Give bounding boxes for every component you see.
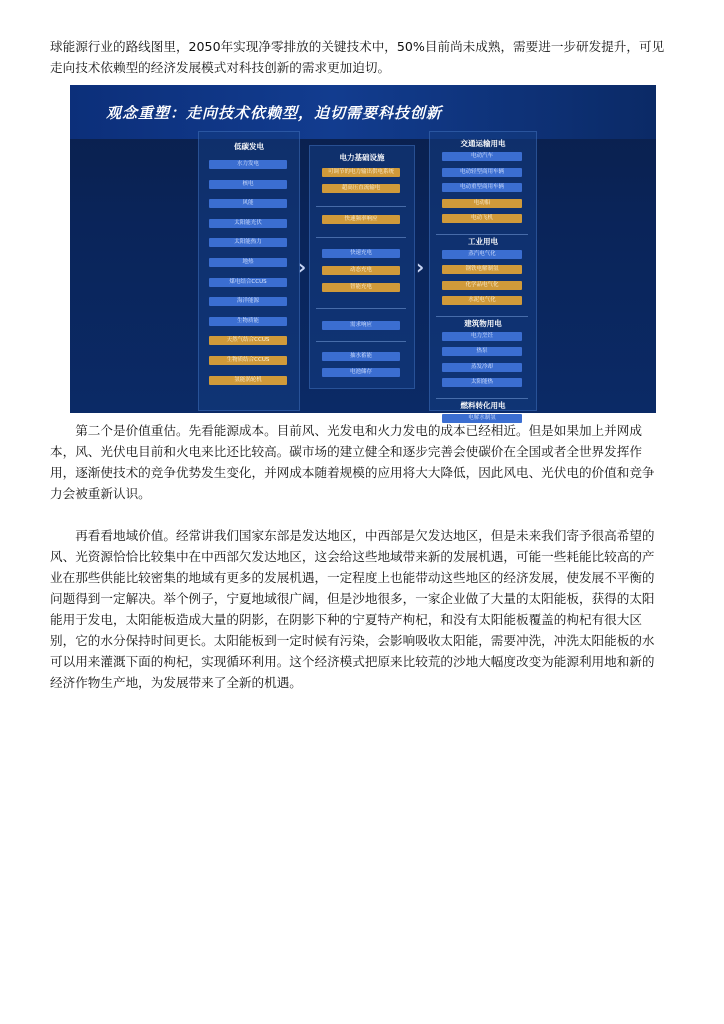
paragraph-intro bbox=[50, 36, 672, 78]
column-heading-low-carbon: 低碳发电 bbox=[234, 142, 264, 151]
infographic-item: 智能充电 bbox=[322, 283, 400, 292]
infographic-item: 抽水蓄能 bbox=[322, 352, 400, 361]
infographic-item: 电动重型商用车辆 bbox=[442, 183, 522, 192]
infographic-item: 风能 bbox=[209, 199, 287, 208]
chevron-right-icon: › bbox=[298, 255, 307, 279]
infographic-item: 可调节的电力输出供电系统 bbox=[322, 168, 400, 177]
infographic-item: 需求响应 bbox=[322, 321, 400, 330]
infographic-item: 热泵 bbox=[442, 347, 522, 356]
infographic-item: 电解水制氢 bbox=[442, 414, 522, 423]
infographic-item: 蒸汽电气化 bbox=[442, 250, 522, 259]
text-line: 可以用来灌溉下面的枸杞，实现循环利用。这个经济模式把原来比较荒的沙地大幅度改变为能源利用地和新的 bbox=[50, 654, 655, 669]
text-line: 问题得到一定解决。举个例子，宁夏地域很广阔，但是沙地很多，一家企业做了大量的太阳能板，获得的太阳 bbox=[50, 591, 655, 606]
infographic-item: 太阳能热力 bbox=[209, 238, 287, 247]
text-line: 能用于发电，太阳能板造成大量的阴影，在阴影下种的宁夏特产枸杞，和没有太阳能板覆盖的枸杞有很大区 bbox=[50, 612, 642, 627]
infographic-item: 太阳能光伏 bbox=[209, 219, 287, 228]
section-divider bbox=[436, 316, 528, 317]
column-heading-infrastructure: 电力基础设施 bbox=[339, 153, 385, 162]
section-divider bbox=[436, 398, 528, 399]
section-heading: 交通运输用电 bbox=[460, 139, 506, 148]
text-line: 经济作物生产地，为发展带来了全新的机遇。 bbox=[50, 675, 302, 690]
column-low-carbon-generation bbox=[198, 131, 300, 411]
text-line: 用，逐渐使技术的竞争优势发生变化，并网成本随着规模的应用将大大降低，因此风电、光伏电的价值和竞争 bbox=[50, 465, 655, 480]
infographic-header bbox=[70, 85, 656, 139]
text-line: 走向技术依赖型的经济发展模式对科技创新的需求更加迫切。 bbox=[50, 60, 391, 75]
text-line: 球能源行业的路线图里，2050年实现净零排放的关键技术中，50%目前尚未成熟，需要进一步研发提升，可见 bbox=[50, 39, 665, 54]
paragraph-value-reassessment bbox=[50, 420, 672, 504]
infographic-item: 地热 bbox=[209, 258, 287, 267]
section-divider bbox=[316, 341, 406, 342]
infographic-item: 蒸发冷却 bbox=[442, 363, 522, 372]
text-line: 力会被重新认识。 bbox=[50, 486, 151, 501]
infographic-item: 电动飞机 bbox=[442, 214, 522, 223]
infographic-item: 钢铁电解制氢 bbox=[442, 265, 522, 274]
infographic-item: 生物质结合CCUS bbox=[209, 356, 287, 365]
section-divider bbox=[316, 237, 406, 238]
infographic-item: 超高压直流输电 bbox=[322, 184, 400, 193]
infographic-item: 快速充电 bbox=[322, 249, 400, 258]
column-electrification bbox=[429, 131, 537, 421]
section-divider bbox=[436, 234, 528, 235]
text-line: 本，风、光伏电目前和火电来比还比较高。碳市场的建立健全和逐步完善会使碳价在全国或者全世界发挥作 bbox=[50, 444, 642, 459]
text-line: 风、光资源恰恰比较集中在中西部欠发达地区，这会给这些地域带来新的发展机遇，可能一些耗能比较高的产 bbox=[50, 549, 655, 564]
section-divider bbox=[316, 206, 406, 207]
section-divider bbox=[316, 308, 406, 309]
infographic-title: 观念重塑：走向技术依赖型，迫切需要科技创新 bbox=[106, 104, 443, 122]
infographic-item: 海洋能源 bbox=[209, 297, 287, 306]
infographic-item: 电力烹饪 bbox=[442, 332, 522, 341]
infographic-item: 太阳能热 bbox=[442, 378, 522, 387]
text-line: 业在那些供能比较密集的地域有更多的发展机遇，一定程度上也能带动这些地区的经济发展，使发展不平衡的 bbox=[50, 570, 655, 585]
infographic-item: 核电 bbox=[209, 180, 287, 189]
infographic-item: 动态充电 bbox=[322, 266, 400, 275]
infographic-panel bbox=[70, 85, 656, 421]
section-heading: 建筑物用电 bbox=[464, 318, 502, 328]
infographic-item: 快速频率响应 bbox=[322, 215, 400, 224]
paragraph-regional-value bbox=[50, 525, 672, 693]
infographic-item: 电池储存 bbox=[322, 368, 400, 377]
infographic-item: 天然气结合CCUS bbox=[209, 336, 287, 345]
text-line: 再看看地域价值。经常讲我们国家东部是发达地区，中西部是欠发达地区，但是未来我们寄予很高希望的 bbox=[50, 528, 655, 543]
section-heading: 工业用电 bbox=[468, 236, 498, 246]
infographic-item: 电动船 bbox=[442, 199, 522, 208]
infographic-item: 水泥电气化 bbox=[442, 296, 522, 305]
text-line: 别，它的水分保持时间更长。太阳能板到一定时候有污染，会影响吸收太阳能，需要冲洗，冲洗太阳能板的水 bbox=[50, 633, 655, 648]
infographic-item: 电动轻型商用车辆 bbox=[442, 168, 522, 177]
infographic-item: 电动汽车 bbox=[442, 152, 522, 161]
infographic-item: 煤电结合CCUS bbox=[209, 278, 287, 287]
infographic-item: 生物质能 bbox=[209, 317, 287, 326]
infographic-item: 氢能涡轮机 bbox=[209, 376, 287, 385]
section-heading: 燃料转化用电 bbox=[460, 400, 506, 410]
chevron-right-icon: › bbox=[416, 255, 425, 279]
text-line: 第二个是价值重估。先看能源成本。目前风、光发电和火力发电的成本已经相近。但是如果加上并网成 bbox=[50, 423, 642, 438]
column-power-infrastructure bbox=[309, 145, 415, 389]
infographic-item: 化学品电气化 bbox=[442, 281, 522, 290]
infographic-item: 水力发电 bbox=[209, 160, 287, 169]
